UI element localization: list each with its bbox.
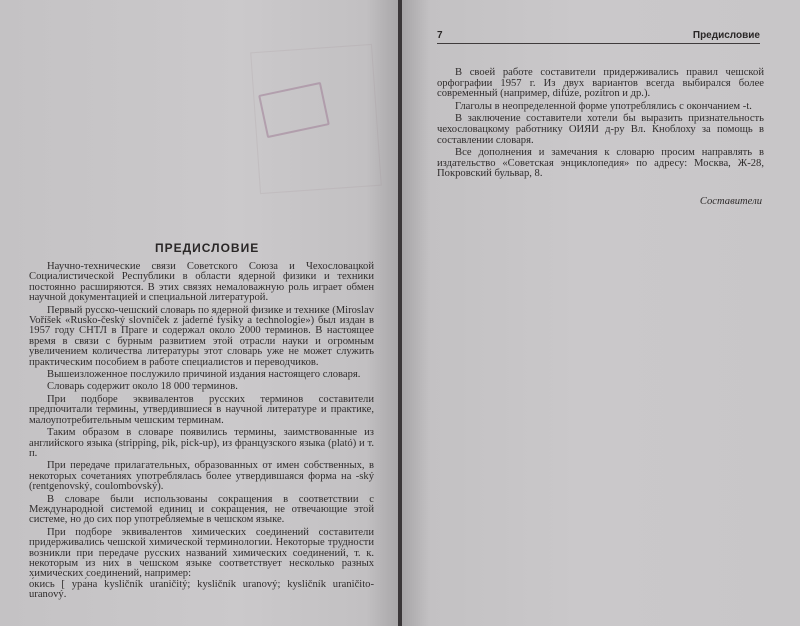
header-rule [437, 43, 760, 44]
paragraph: При подборе эквивалентов русских терминов составители предпочитали термины, утвердившиеся в научной литературе и практике, малоупотребительным чешским терминам. [29, 393, 374, 426]
paragraph: Первый русско-чешский словарь по ядерной физике и технике (Miroslav Voříšek «Rusko-český slovníček z jaderné fysiky a technologie») был издан в 1957 году СНТЛ в Праге и содержал около 2000 терминов. В настоящее время в связи с бурным развитием этой отрасли науки и огромным увеличением количества литературы этот словарь уже не может служить практическим пособием в работе специалистов и переводчиков. [29, 304, 374, 368]
paragraph: Словарь содержит около 18 000 терминов. [47, 381, 238, 393]
left-page [0, 0, 398, 626]
running-title: Предисловие [692, 30, 760, 41]
paragraph: Таким образом в словаре появились термины, заимствованные из английского языка (stripping, pik, pick-up), из французского языка (plató) и т. п. [29, 427, 374, 459]
example-entry: о́кись [ ура́на kysličník uraničitý; kysličník uranový; kysličník uraničito-uranový. [29, 578, 374, 601]
right-page-body [437, 68, 764, 182]
page-number: 7 [437, 30, 443, 41]
signature: Составители [699, 196, 762, 207]
left-page-body [29, 262, 374, 601]
paragraph: В словаре были использованы сокращения в соответствии с Международной системой единиц и сокращения, не отвечающие этой системе, но до сих пор употребляемые в чешском языке. [29, 493, 374, 526]
paragraph: Глаголы в неопределенной форме употреблялись с окончанием -t. [455, 100, 752, 112]
paragraph: При передаче прилагательных, образованных от имен собственных, в некоторых сочетаниях употреблялась более утвердившаяся форма на -ský (rentgenovský, coulombovský). [29, 460, 374, 493]
paragraph: Все дополнения и замечания к словарю просим направлять в издательство «Советская энциклопедия» по адресу: Москва, Ж-28, Покровский бульвар, 8. [437, 147, 764, 180]
paragraph: В заключение составители хотели бы выразить признательность чехословацкому работнику ОИЯИ д-ру Вл. Кноблоху за помощь в составлении словаря. [437, 113, 764, 146]
paragraph: В своей работе составители придерживались правил чешской орфографии 1957 г. Из двух вариантов всегда выбирался более современный (например, difúze, pozitron и др.). [437, 67, 764, 100]
paragraph: Вышеизложенное послужило причиной издания настоящего словаря. [47, 369, 361, 381]
paragraph: Научно-технические связи Советского Союза и Чехословацкой Социалистической Республики в области ядерной физики и техники постоянно расширяются. В этих связях немаловажную роль играет обмен научной документацией и специальной литературой. [29, 261, 374, 304]
preface-heading: ПРЕДИСЛОВИЕ [155, 241, 260, 255]
paragraph: При подборе эквивалентов химических соединений составители придерживались чешской химической терминологии. Некоторые трудности возникли при передаче русских названий химических соединений, т. к. некоторым из них в чешском языке соответствует несколько разных химических соединений, например: [29, 526, 374, 580]
